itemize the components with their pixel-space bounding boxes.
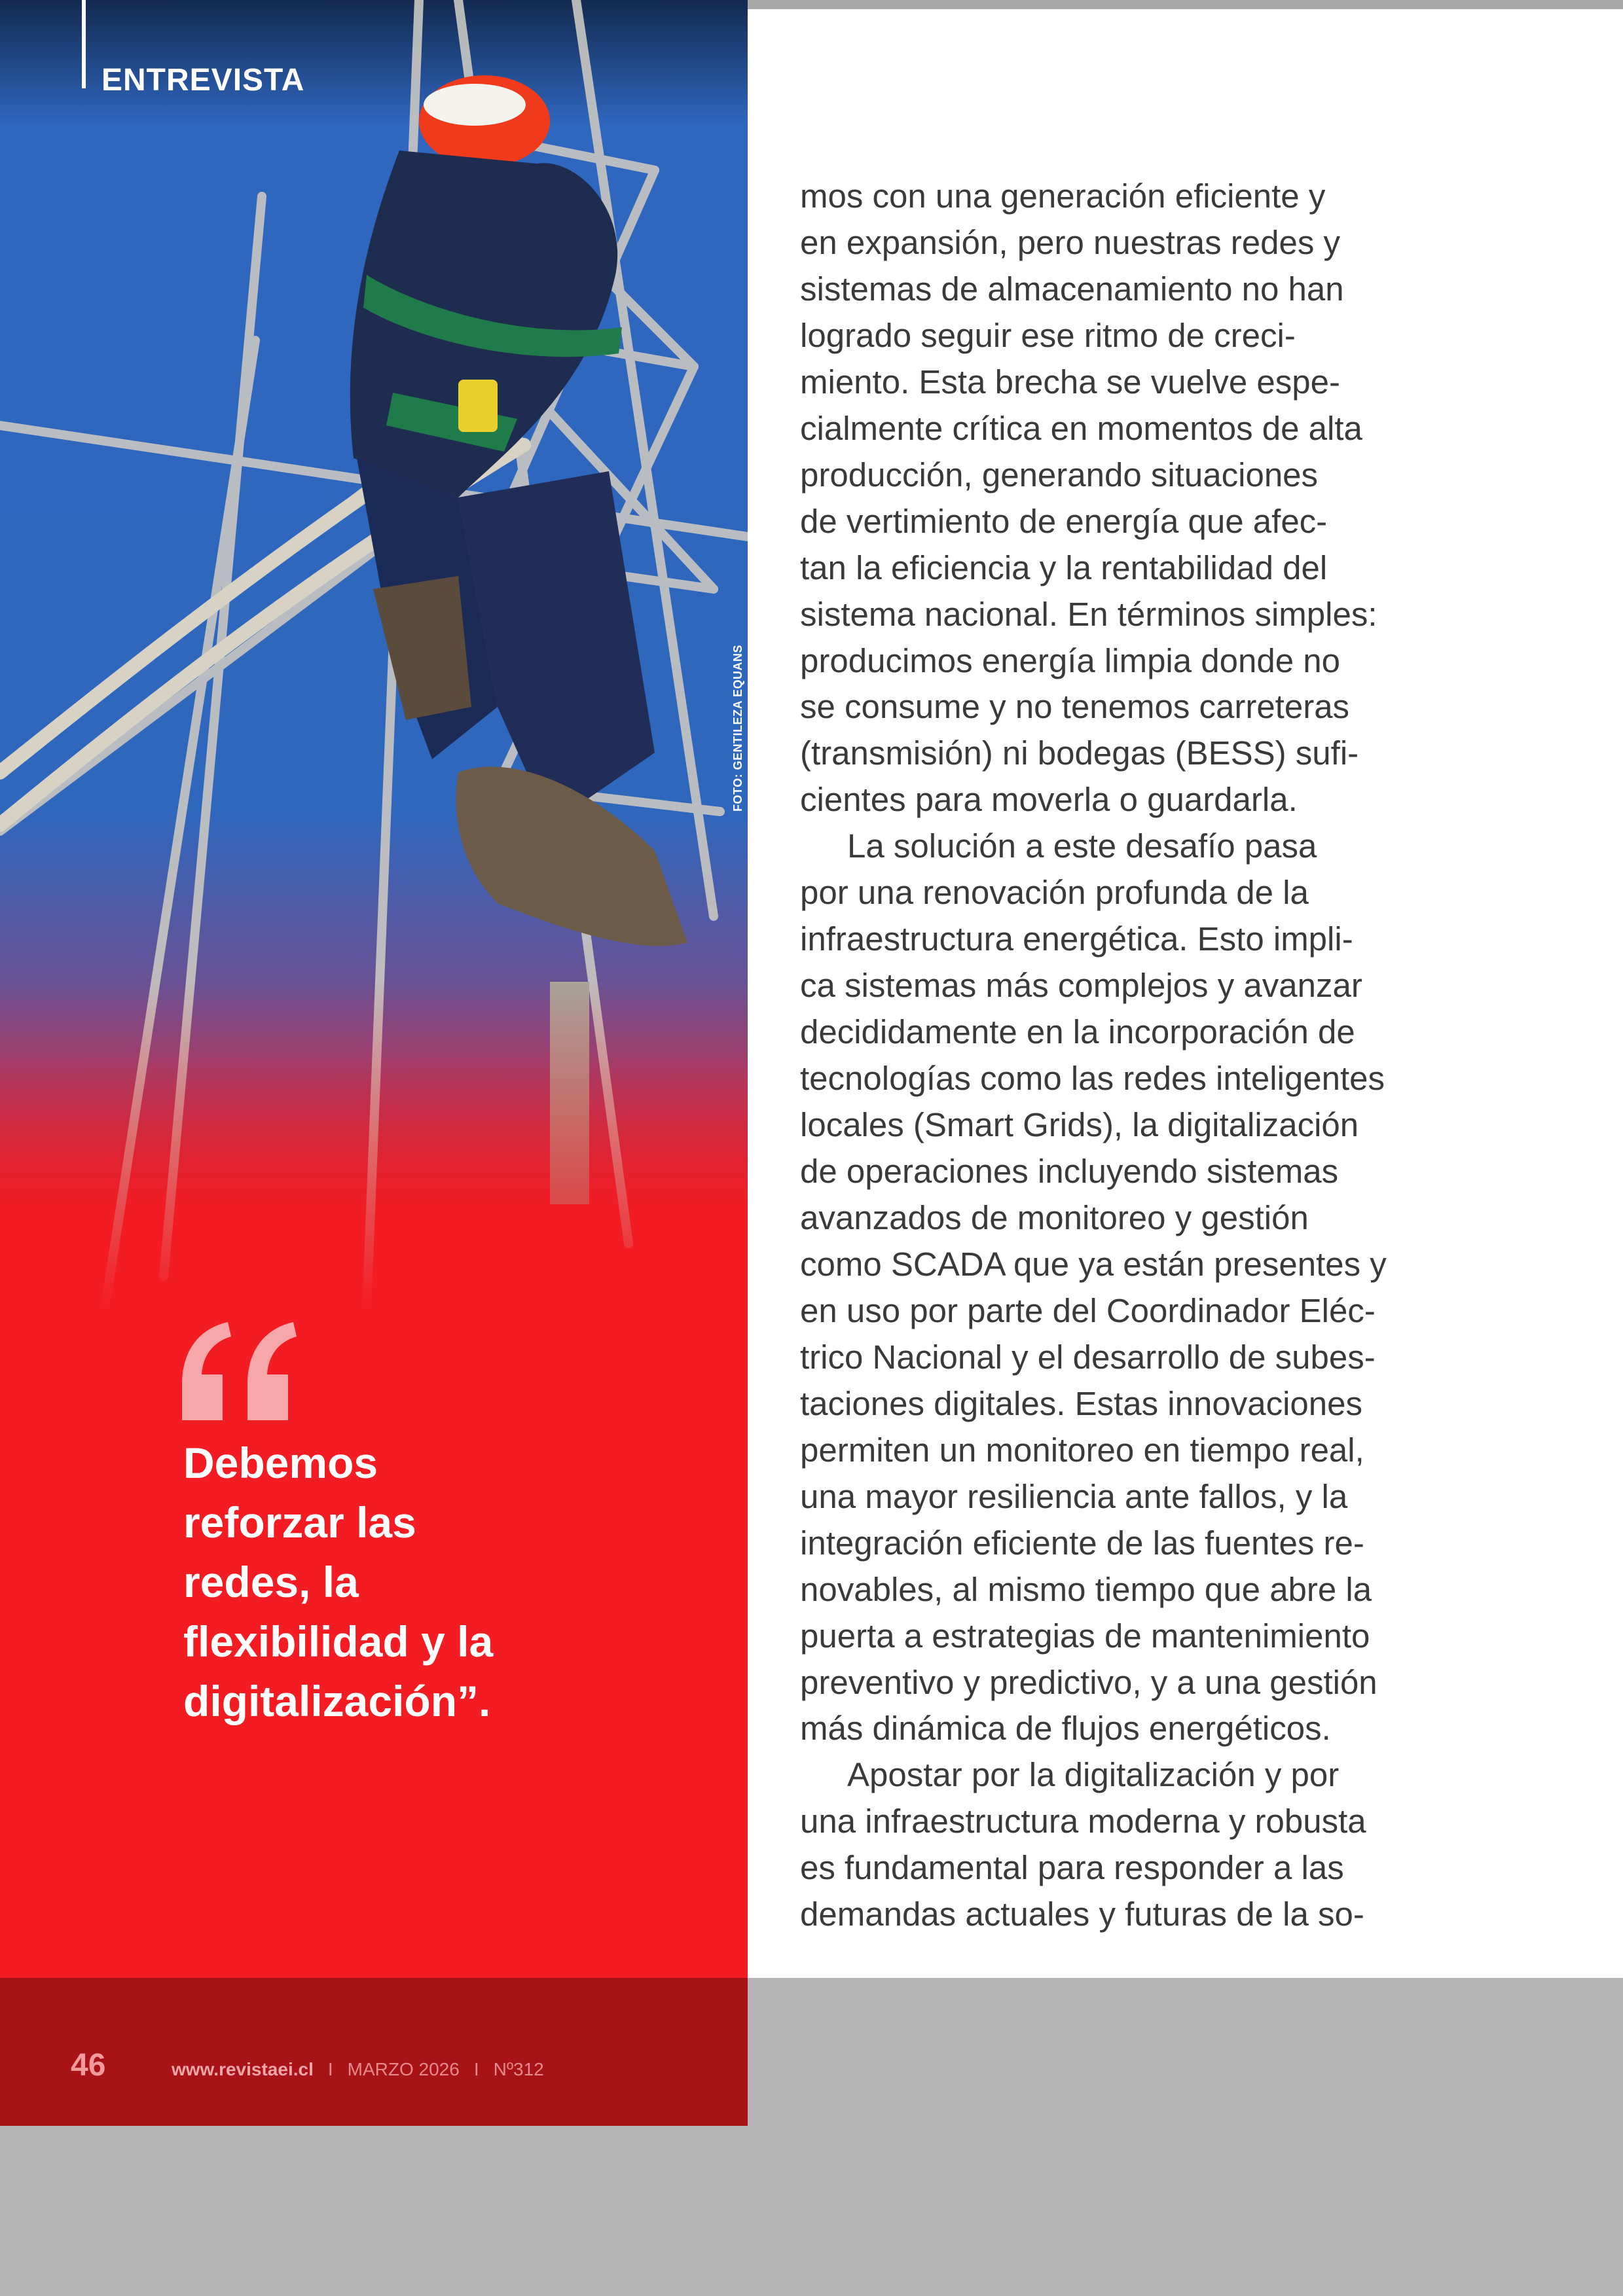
article-line: como SCADA que ya están presentes y — [800, 1245, 1387, 1283]
footer-bar — [0, 1978, 748, 2126]
article-line: puerta a estrategias de mantenimiento — [800, 1617, 1370, 1655]
article-line: permiten un monitoreo en tiempo real, — [800, 1431, 1364, 1469]
section-rule — [82, 0, 86, 88]
article-line: en uso por parte del Coordinador Eléc- — [800, 1291, 1376, 1329]
article-line: demandas actuales y futuras de la so- — [800, 1895, 1364, 1933]
article-body — [800, 173, 1474, 1938]
footer-separator: I — [327, 2059, 333, 2079]
article-line: producción, generando situaciones — [800, 456, 1319, 493]
left-panel — [0, 0, 748, 2126]
article-line: de operaciones incluyendo sistemas — [800, 1153, 1339, 1191]
article-line: una mayor resiliencia ante fallos, y la — [800, 1477, 1348, 1515]
pull-quote-line: reforzar las — [183, 1498, 416, 1547]
article-line: producimos energía limpia donde no — [800, 641, 1341, 679]
pull-quote-line: redes, la — [183, 1558, 359, 1606]
article-line: una infraestructura moderna y robusta — [800, 1803, 1366, 1840]
worker-tower-photo — [0, 0, 748, 1309]
footer-meta — [172, 2059, 544, 2080]
article-line: logrado seguir ese ritmo de creci- — [800, 316, 1296, 354]
article-line: miento. Esta brecha se vuelve espe- — [800, 363, 1340, 401]
article-line: infraestructura energética. Esto impli- — [800, 920, 1353, 958]
article-line: por una renovación profunda de la — [800, 874, 1309, 912]
article-line: novables, al mismo tiempo que abre la — [800, 1570, 1372, 1608]
article-line: taciones digitales. Estas innovaciones — [800, 1384, 1363, 1422]
pull-quote-line: flexibilidad y la — [183, 1617, 494, 1666]
footer-url[interactable]: www.revistaei.cl — [172, 2059, 314, 2079]
footer-date: MARZO 2026 — [347, 2059, 460, 2079]
article-line: más dinámica de flujos energéticos. — [800, 1710, 1331, 1748]
article-line: La solución a este desafío pasa — [847, 827, 1317, 865]
article-line: trico Nacional y el desarrollo de subes- — [800, 1338, 1376, 1376]
top-strip — [748, 0, 1623, 9]
article-line: sistemas de almacenamiento no han — [800, 270, 1344, 308]
pull-quote — [183, 1433, 576, 1731]
article-line: cientes para moverla o guardarla. — [800, 781, 1298, 819]
article-line: cialmente crítica en momentos de alta — [800, 409, 1362, 447]
article-line: mos con una generación eficiente y — [800, 177, 1326, 215]
article-line: integración eficiente de las fuentes re- — [800, 1524, 1364, 1562]
article-line: se consume y no tenemos carreteras — [800, 688, 1350, 726]
page-number: 46 — [71, 2048, 106, 2083]
article-line: tan la eficiencia y la rentabilidad del — [800, 548, 1328, 586]
article-line: tecnologías como las redes inteligentes — [800, 1060, 1385, 1098]
pull-quote-line: digitalización”. — [183, 1677, 491, 1725]
footer-issue: Nº312 — [493, 2059, 544, 2079]
article-line: preventivo y predictivo, y a una gestión — [800, 1663, 1377, 1701]
article-line: locales (Smart Grids), la digitalización — [800, 1106, 1359, 1144]
section-label: ENTREVISTA — [101, 63, 305, 98]
article-line: de vertimiento de energía que afec- — [800, 502, 1328, 540]
photo-credit: FOTO: GENTILEZA EQUANS — [731, 644, 744, 812]
pull-quote-line: Debemos — [183, 1439, 378, 1487]
article-line: decididamente en la incorporación de — [800, 1013, 1355, 1051]
article-line: sistema nacional. En términos simples: — [800, 595, 1377, 633]
quote-mark-icon — [182, 1322, 297, 1420]
article-line: avanzados de monitoreo y gestión — [800, 1198, 1309, 1236]
article-line: ca sistemas más complejos y avanzar — [800, 967, 1362, 1005]
article-line: (transmisión) ni bodegas (BESS) sufi- — [800, 734, 1359, 772]
article-line: Apostar por la digitalización y por — [847, 1756, 1340, 1794]
article-line: es fundamental para responder a las — [800, 1849, 1344, 1887]
article-line: en expansión, pero nuestras redes y — [800, 223, 1341, 261]
footer-separator: I — [473, 2059, 479, 2079]
